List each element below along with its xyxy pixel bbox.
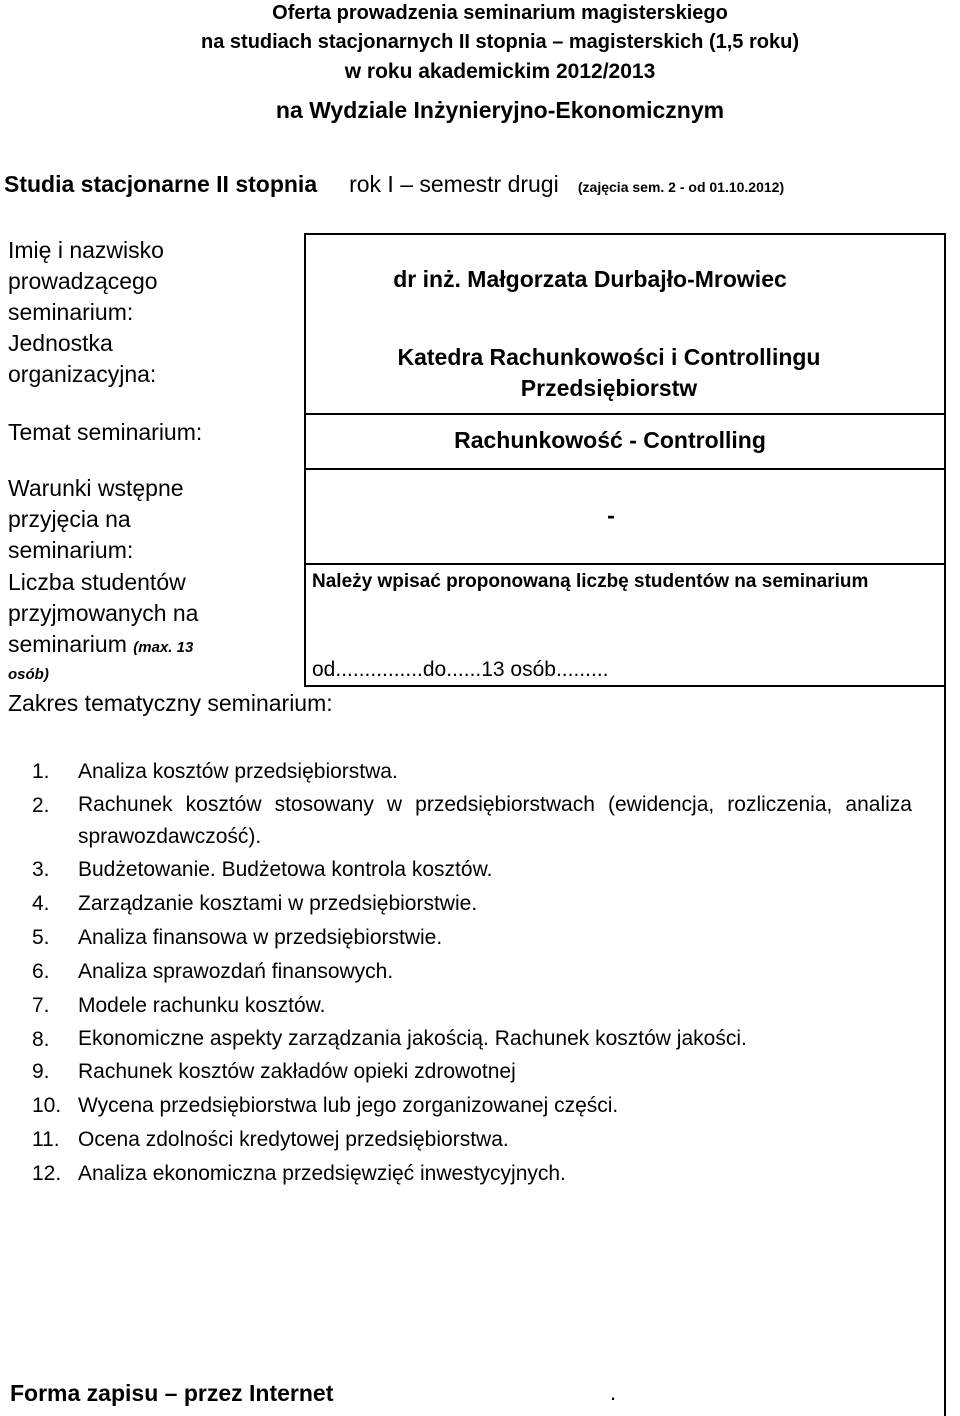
label-prowadzacy: Imię i nazwisko prowadzącego seminarium: [8, 237, 164, 325]
value-liczba: od...............do......13 osób......... [312, 658, 609, 681]
list-item-number: 5. [32, 926, 50, 949]
list-item-text: Analiza sprawozdań finansowych. [78, 960, 394, 983]
value-jednostka: Katedra Rachunkowości i Controllingu Przedsiębiorstw [397, 344, 821, 401]
list-item [32, 755, 912, 789]
value-prowadzacy: dr inż. Małgorzata Durbajło-Mrowiec [393, 266, 787, 292]
header-line-3: w roku akademickim 2012/2013 [344, 60, 656, 83]
list-item [32, 1055, 912, 1089]
list-item-number: 3. [32, 858, 50, 881]
list-item-number: 8. [32, 1028, 50, 1051]
table-row-divider-1 [304, 413, 946, 415]
list-item [32, 1123, 912, 1157]
header-line-4: na Wydziale Inżynieryjno-Ekonomicznym [275, 97, 725, 123]
table-border-top [304, 233, 946, 235]
table-row-divider-4 [304, 685, 946, 687]
value-liczba-note: Należy wpisać proponowaną liczbę studentów na seminarium [312, 571, 869, 592]
label-temat: Temat seminarium: [8, 419, 203, 445]
list-item [32, 853, 912, 887]
label-warunki: Warunki wstępne przyjęcia na seminarium: [8, 475, 184, 563]
list-item-text: Ekonomiczne aspekty zarządzania jakością. Rachunek kosztów jakości. [78, 1027, 747, 1050]
list-item-text: Zarządzanie kosztami w przedsiębiorstwie. [78, 892, 478, 915]
table-row-divider-2 [304, 468, 946, 470]
studia-small: (zajęcia sem. 2 - od 01.10.2012) [577, 179, 785, 195]
list-item-text: Ocena zdolności kredytowej przedsiębiorstwa. [78, 1128, 509, 1151]
list-item-number: 7. [32, 994, 50, 1017]
topics-list [32, 755, 912, 1191]
label-liczba: Liczba studentów przyjmowanych na seminarium (max. 13 osób) [8, 569, 199, 683]
list-item-text: Wycena przedsiębiorstwa lub jego zorganizowanej części. [78, 1094, 619, 1117]
list-item-text: Rachunek kosztów stosowany w przedsiębiorstwach (ewidencja, rozliczenia, analiza sprawozdawczość). [78, 793, 912, 848]
header-line-1: Oferta prowadzenia seminarium magisterskiego [272, 2, 728, 24]
list-item [32, 989, 912, 1023]
label-jednostka: Jednostka organizacyjna: [8, 330, 157, 387]
list-item-number: 6. [32, 960, 50, 983]
list-item-number: 12. [32, 1162, 62, 1185]
list-item-number: 4. [32, 892, 50, 915]
list-item [32, 789, 912, 853]
list-item-text: Modele rachunku kosztów. [78, 994, 326, 1017]
list-item-text: Analiza kosztów przedsiębiorstwa. [78, 760, 398, 783]
footer-forma-zapisu: Forma zapisu – przez Internet [10, 1380, 334, 1406]
footer-dot: . [610, 1380, 617, 1405]
list-item [32, 921, 912, 955]
list-item-number: 10. [32, 1094, 62, 1117]
table-border-right [944, 233, 946, 1416]
list-item [32, 1157, 912, 1191]
list-item-number: 11. [32, 1128, 60, 1151]
list-item-number: 2. [32, 794, 50, 817]
value-warunki: - [607, 502, 615, 528]
list-item-number: 9. [32, 1060, 50, 1083]
list-item [32, 887, 912, 921]
table-divider-vertical [304, 233, 306, 687]
studia-middle: rok I – semestr drugi [349, 171, 559, 197]
value-temat: Rachunkowość - Controlling [454, 427, 766, 453]
studia-bold: Studia stacjonarne II stopnia [4, 171, 318, 197]
list-item [32, 1089, 912, 1123]
list-item-text: Analiza ekonomiczna przedsięwzięć inwestycyjnych. [78, 1162, 566, 1185]
table-row-divider-3 [304, 563, 946, 565]
list-item [32, 955, 912, 989]
list-item-text: Analiza finansowa w przedsiębiorstwie. [78, 926, 443, 949]
list-item-text: Budżetowanie. Budżetowa kontrola kosztów. [78, 858, 493, 881]
studia-line [4, 171, 784, 198]
list-item [32, 1023, 912, 1055]
list-item-text: Rachunek kosztów zakładów opieki zdrowotnej [78, 1060, 516, 1083]
header-line-2: na studiach stacjonarnych II stopnia – magisterskich (1,5 roku) [201, 31, 799, 53]
list-item-number: 1. [32, 760, 50, 783]
label-zakres: Zakres tematyczny seminarium: [8, 690, 333, 716]
